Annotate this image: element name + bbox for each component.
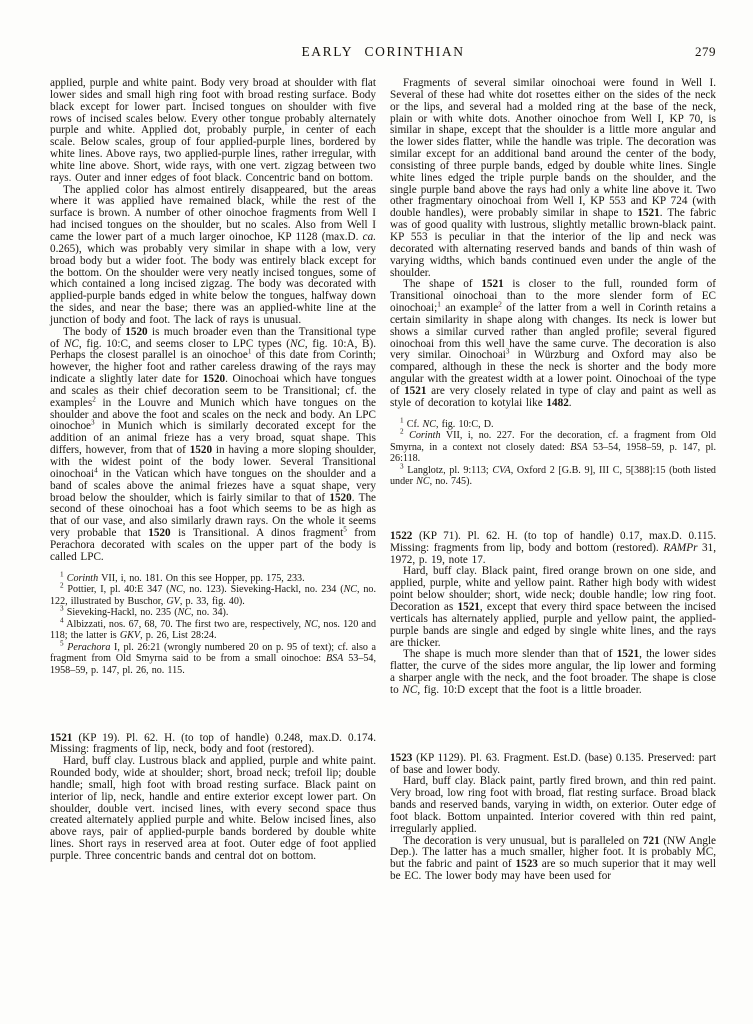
page-number: 279	[695, 44, 716, 59]
paragraph: Fragments of several similar oinochoai were found in Well I. Several of these had white dot rosettes either on the sides of the neck or the lips, and several had a molded ring at the base of the neck, plain or with white dots. Another oinochoe from Well I, KP 70, is similar in shape, except that the shoulder is a little more angular and the lower sides flatter, while the handle was triple. The decoration was similar except for an additional band around the center of the body, consisting of three purple bands, edged by double white lines. Single white lines edged the triple purple bands on the shoulder, and the single purple band above the rays had only a white line above it. Two other fragmentary oinochoai from Well I, KP 553 and KP 724 (with double handles), were probably similar in shape to 1521. The fabric was of good quality with lustrous, slightly metallic brown-black paint. KP 553 is peculiar in that the interior of the lip and neck was decorated with alternating reserved bands and bands of thin wash of varying widths, which bands continued even under the angle of the shoulder.	[390, 77, 716, 279]
paragraph: The shape is much more slender than that of 1521, the lower sides flatter, the curve of the sides more angular, the lip lower and forming a sharper angle with the neck, and the foot broader. The shape is close to NC, fig. 10:D except that the foot is a little broader.	[390, 648, 716, 696]
text-columns	[50, 78, 716, 883]
paragraph: Hard, buff clay. Lustrous black and applied, purple and white paint. Rounded body, wide at shoulder; short, broad neck; trefoil lip; double handle; small, high foot with broad resting surface. Black paint on interior of lip, neck, handle and entire exterior except lower part. On shoulder, double vert. incised lines, with every second space thus created alternately applied purple and white. Below incised lines, also above rays, pair of applied-purple bands bordered by double white lines. Short rays in reserved area at foot. Outer edge of foot applied purple. Three concentric bands and central dot on bottom.	[50, 755, 376, 862]
footnote: $^2$ Pottier, I, pl. 40:E 347 (NC, no. 123). Sieveking-Hackl, no. 234 (NC, no. 122, illustrated by Buschor, GV, p. 33, fig. 40).	[50, 581, 377, 607]
paragraph: The body of 1520 is much broader even than the Transitional type of NC, fig. 10:C, and seems closer to LPC types (NC, fig. 10:A, B). Perhaps the closest parallel is an oinochoe$^1$ of this date from Corinth; however, the higher foot and rather careless drawing of the rays may indicate a slightly later date for 1520. Oinochoai which have tongues and scales as their chief decoration seem to be Transitional; cf. the examples$^2$ in the Louvre and Munich which have tongues on the shoulder and above the foot and scales on the neck and body. An LPC oinochoe$^3$ in Munich which is similarly decorated except for the addition of an animal frieze has a very broad, squat shape. This differs, however, from that of 1520 in having a more sloping shoulder, with the widest point of the body lower. Several Transitional oinochoai$^4$ in the Vatican which have tongues on the shoulder and a band of scales above the animal friezes have a squat shape, very broad below the shoulder, which is fairly similar to that of 1520. The second of these oinochoai has a foot which seems to be as high as that of our vase, and also similarly drawn rays. On the whole it seems very probable that 1520 is Transitional. A dinos fragment$^5$ from Perachora decorated with scales on the upper part of the body is called LPC.	[50, 325, 377, 563]
footnotes-right	[390, 416, 716, 488]
catalog-entry-1522	[390, 531, 716, 697]
footnote: $^3$ Sieveking-Hackl, no. 235 (NC, no. 34).	[60, 604, 229, 619]
footnote: $^1$ Cf. NC, fig. 10:C, D.	[400, 416, 494, 430]
catalog-entry-1521	[50, 733, 376, 863]
footnote: $^3$ Langlotz, pl. 9:113; CVA, Oxford 2 [G.B. 9], III C, 5[388]:15 (both listed under NC, no. 745).	[390, 462, 716, 488]
footnote: $^5$ Perachora I, pl. 26:21 (wrongly numbered 20 on p. 95 of text); cf. also a fragment from Old Smyrna said to be from a small oinochoe: BSA 53–54, 1958–59, p. 147, pl. 26, no. 115.	[50, 639, 377, 676]
paragraph: The decoration is very unusual, but is paralleled on 721 (NW Angle Dep.). The latter has a much smaller, higher foot. It is probably MC, but the fabric and paint of 1523 are so much superior that it may well be EC. The lower body may have been used for	[390, 834, 716, 883]
page-title: EARLY CORINTHIAN	[301, 44, 465, 59]
catalog-entry-1523	[390, 753, 716, 883]
paragraph: Hard, buff clay. Black paint, partly fired brown, and thin red paint. Very broad, low ring foot with broad, flat resting surface. Broad black bands and reserved bands, varying in width, on exterior. Outer edge of foot black. Bottom unpainted. Interior covered with thin red paint, irregularly applied.	[390, 775, 716, 835]
entry-heading: 1521 (KP 19). Pl. 62. H. (to top of handle) 0.248, max.D. 0.174. Missing: fragments of lip, neck, body and foot (restored).	[50, 731, 376, 756]
footnote: $^4$ Albizzati, nos. 67, 68, 70. The first two are, respectively, NC, nos. 120 and 118; the latter is GKV, p. 26, List 28:24.	[50, 616, 377, 642]
running-head	[50, 44, 716, 60]
paragraph: The shape of 1521 is closer to the full, rounded form of Transitional oinochoai than to the more slender form of EC oinochoai;$^1$ an example$^2$ of the latter from a well in Corinth retains a certain similarity in shape along with changes. Its neck is lower but shows a similar curved rather than angled profile; several figured oinochoai from this well have the same curve. The decoration is also very similar. Oinochoai$^3$ in Würzburg and Oxford may also be compared, although in these the neck is shorter and the body more angular with the greatest width at a lower point. Oinochoai of the type of 1521 are very closely related in type of clay and paint as well as style of decoration to kotylai like 1482.	[390, 278, 716, 409]
right-column	[390, 78, 716, 883]
left-column	[50, 78, 376, 883]
paragraph: Hard, buff clay. Black paint, fired orange brown on one side, and applied, purple, white and yellow paint. Rather high body with widest point below shoulder; short, wide neck; double handle; low ring foot. Decoration as 1521, except that every third space between the incised verticals has alternately applied, purple and yellow paint, the applied-purple bands are single and edged by single white lines, and the rays are thicker.	[390, 565, 716, 649]
footnote: $^2$ Corinth VII, i, no. 227. For the decoration, cf. a fragment from Old Smyrna, in a context not closely dated: BSA 53–54, 1958–59, p. 147, pl. 26:118.	[390, 427, 716, 465]
footnote: $^1$ Corinth VII, i, no. 181. On this see Hopper, pp. 175, 233.	[60, 570, 305, 584]
footnotes-left	[50, 570, 377, 677]
entry-heading: 1523 (KP 1129). Pl. 63. Fragment. Est.D. (base) 0.135. Preserved: part of base and lower body.	[390, 751, 716, 776]
paragraph-continuation: applied, purple and white paint. Body very broad at shoulder with flat lower sides and small high ring foot with broad resting surface. Body black except for lower part. Incised tongues on shoulder with five rows of incised scales below. Every other tongue probably alternately purple and white. Applied dot, probably purple, in center of each scale. Below scales, group of four applied-purple lines, bordered by white lines. Above rays, two applied-purple lines, rather irregular, with white line above. Short, wide rays, with one vert. zigzag between two rays. Outer and inner edges of foot black. Concentric band on bottom.	[50, 77, 376, 184]
entry-heading: 1522 (KP 71). Pl. 62. H. (to top of handle) 0.17, max.D. 0.115. Missing: fragments from lip, body and bottom (restored). RAMPr 31, 1972, p. 19, note 17.	[390, 529, 716, 566]
paragraph: The applied color has almost entirely disappeared, but the areas where it was applied have remained black, while the rest of the surface is brown. A number of other oinochoe fragments from Well I had incised tongues on the shoulder, but no scales. Also from Well I came the lower part of a much larger oinochoe, KP 1128 (max.D. ca. 0.265), which was probably very similar in shape with a low, very broad body but a wider foot. The body was entirely black except for the bottom. On the shoulder were very neatly incised tongues, some of which contained a long incised zigzag. The body was decorated with applied-purple bands edged in white below the tongues, halfway down the sides, and near the base; there was an applied-white line at the junction of body and foot. The lack of rays is unusual.	[50, 183, 376, 326]
